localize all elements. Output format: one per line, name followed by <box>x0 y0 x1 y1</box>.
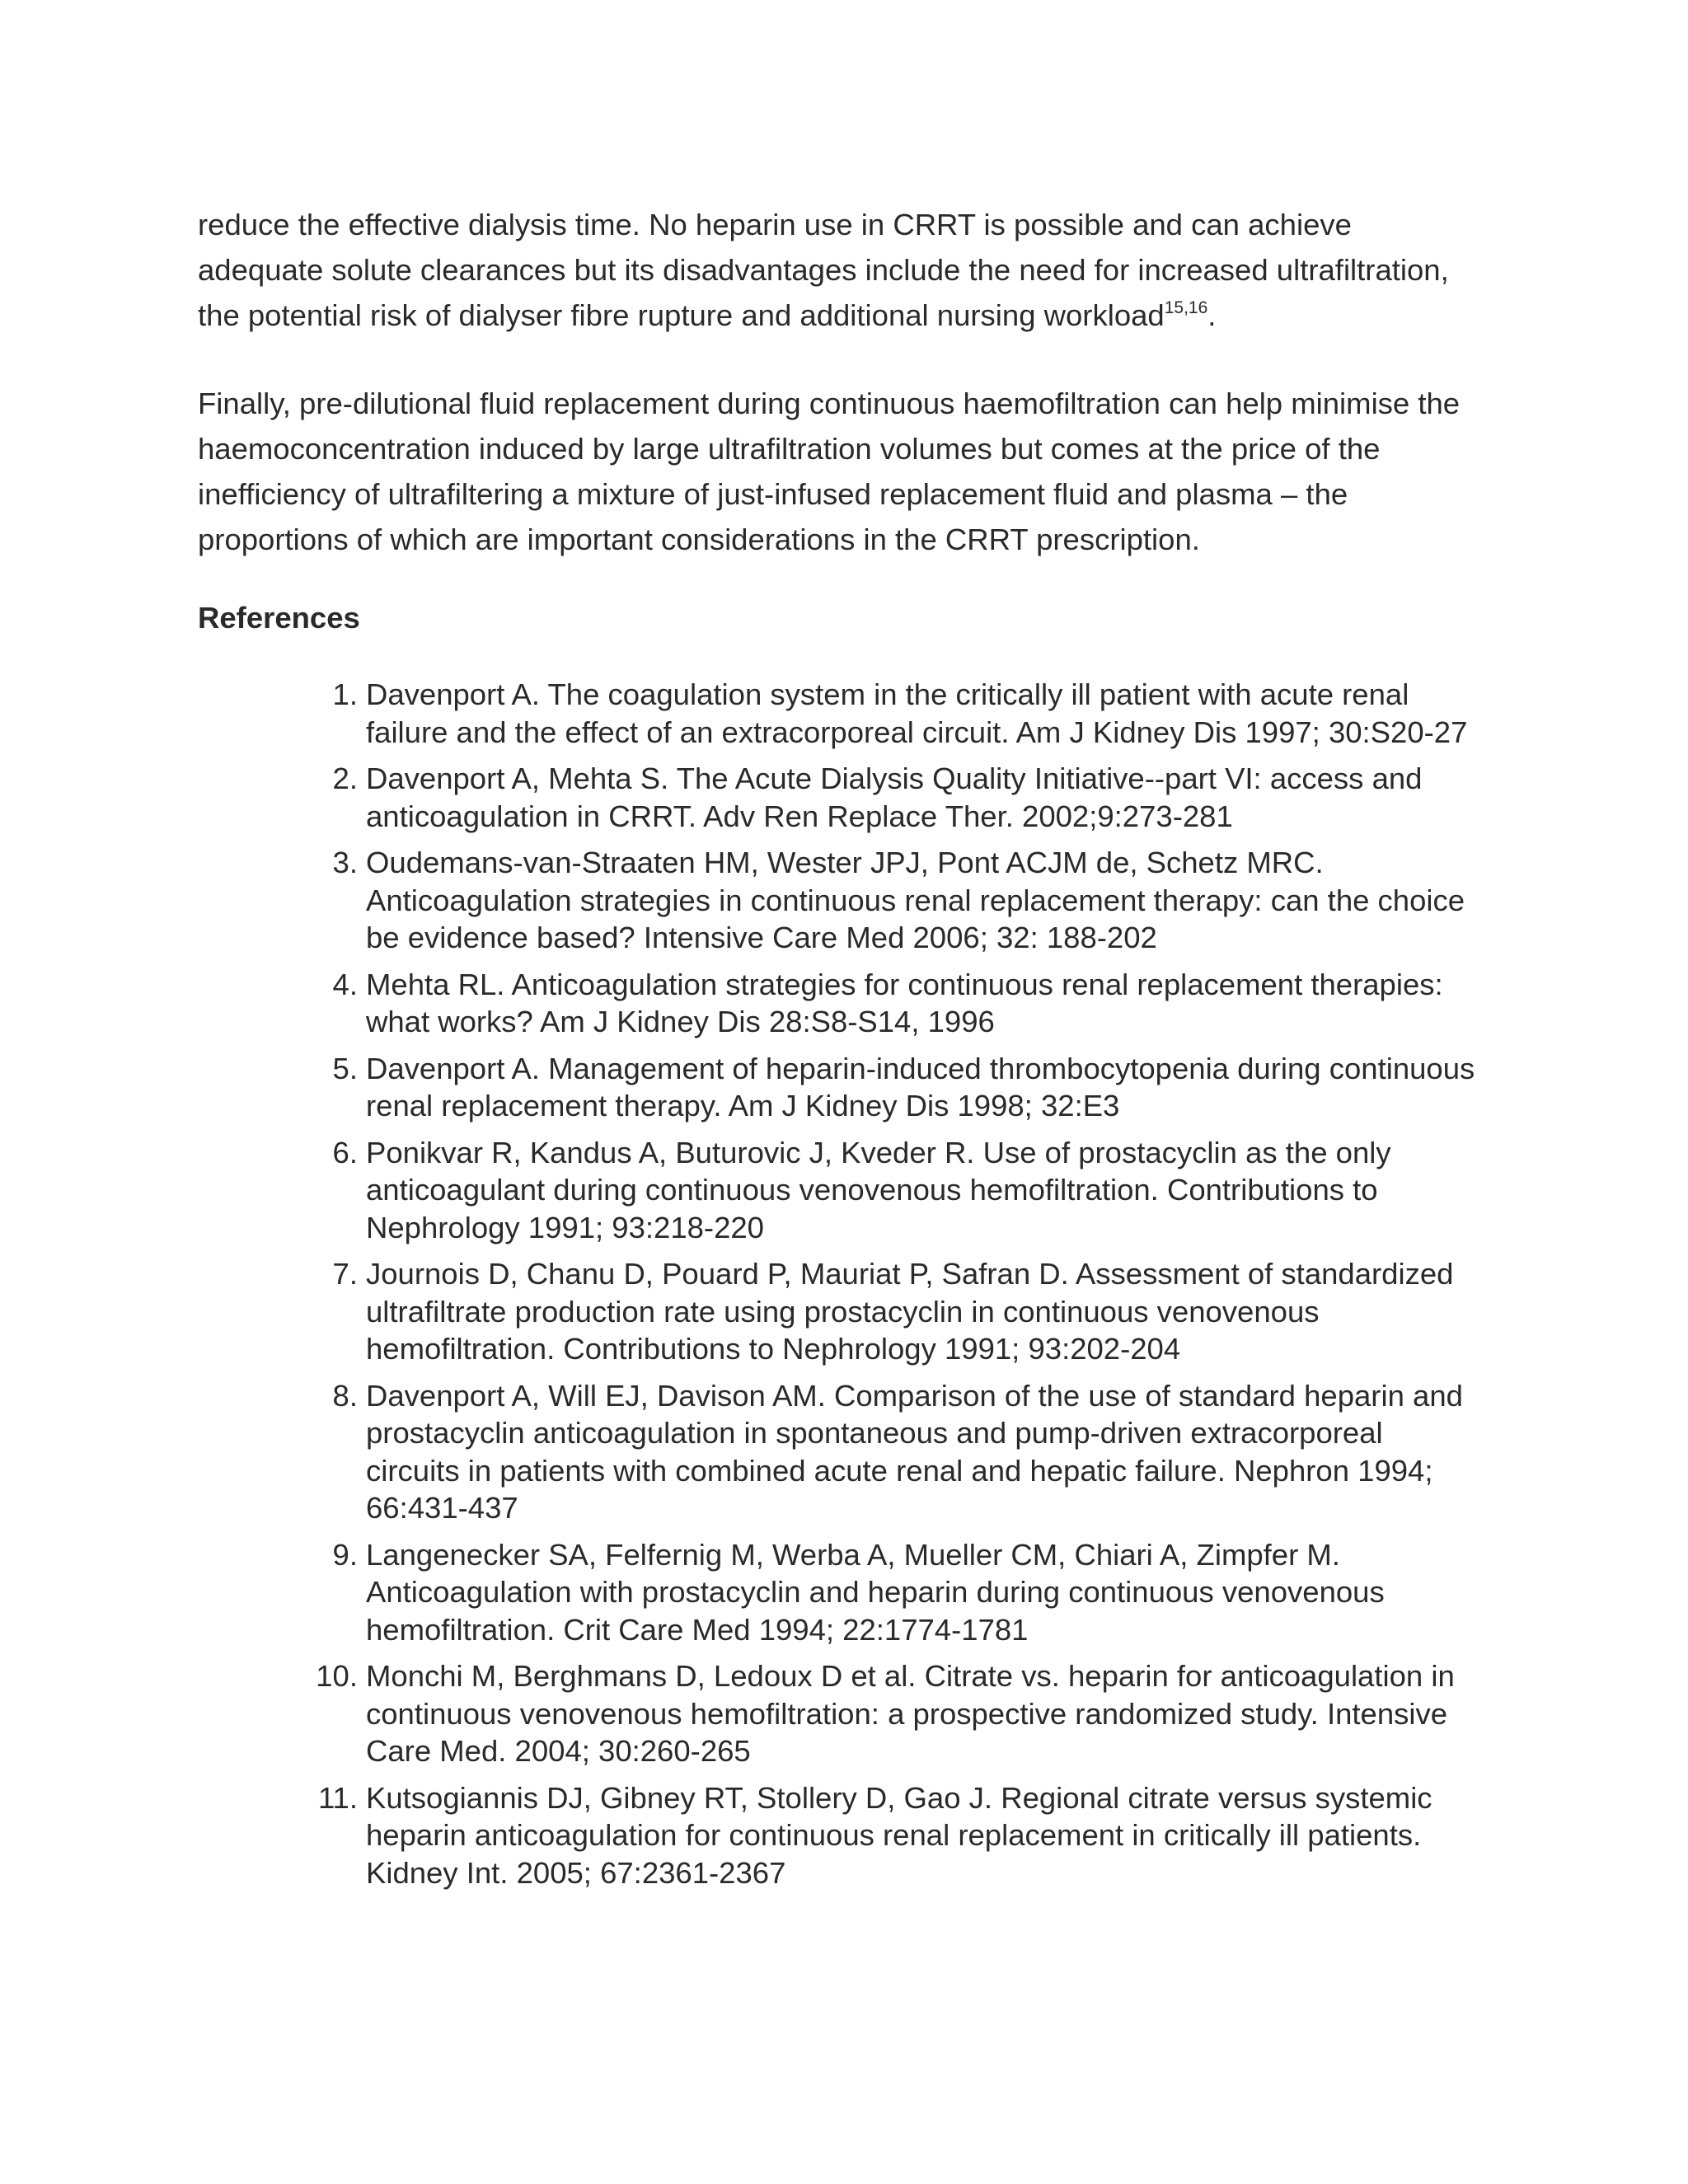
reference-item <box>305 966 1475 1041</box>
reference-item <box>305 844 1475 957</box>
reference-item <box>305 676 1475 751</box>
reference-item <box>305 1779 1475 1892</box>
reference-item <box>305 1657 1475 1770</box>
reference-item <box>305 1377 1475 1527</box>
paragraph-text: Finally, pre-dilutional fluid replacement during continuous haemofiltration can help minimise the haemoconcentration induced by large ultrafiltration volumes but comes at the price of the inefficiency of ultrafiltering a mixture of just-infused replacement fluid and plasma – the proportions of which are important considerations in the CRRT prescription. <box>198 387 1461 556</box>
references-heading: References <box>198 601 360 635</box>
body-paragraph <box>198 381 1484 562</box>
reference-item <box>305 1134 1475 1247</box>
reference-text: Ponikvar R, Kandus A, Buturovic J, Kveder R. Use of prostacyclin as the only anticoagulant during continuous venovenous hemofiltration. Contributions to Nephrology 1991; 93:218-220 <box>366 1135 1391 1244</box>
reference-text: Kutsogiannis DJ, Gibney RT, Stollery D, Gao J. Regional citrate versus systemic heparin anticoagulation for continuous renal replacement in critically ill patients. Kidney Int. 2005; 67:2361-2367 <box>366 1780 1432 1890</box>
reference-text: Mehta RL. Anticoagulation strategies for continuous renal replacement therapies: what works? Am J Kidney Dis 28:S8-S14, 1996 <box>366 967 1443 1038</box>
reference-text: Monchi M, Berghmans D, Ledoux D et al. Citrate vs. heparin for anticoagulation in continuous venovenous hemofiltration: a prospective randomized study. Intensive Care Med. 2004; 30:260-265 <box>366 1659 1455 1768</box>
reference-number: 7. <box>332 1257 358 1291</box>
reference-text: Langenecker SA, Felfernig M, Werba A, Mueller CM, Chiari A, Zimpfer M. Anticoagulation with prostacyclin and heparin during continuous venovenous hemofiltration. Crit Care Med 1994; 22:1774-1781 <box>366 1537 1385 1647</box>
citation-superscript: 15,16 <box>1164 298 1208 317</box>
reference-number: 4. <box>332 967 358 1001</box>
paragraph-text: reduce the effective dialysis time. No heparin use in CRRT is possible and can achieve adequate solute clearances but its disadvantages include the need for increased ultrafiltration, the potential risk of dialyser fibre rupture and additional nursing workload <box>198 208 1449 332</box>
reference-item <box>305 1536 1475 1649</box>
reference-number: 1. <box>332 677 358 711</box>
reference-number: 11. <box>317 1780 358 1815</box>
reference-item <box>305 760 1475 835</box>
body-paragraph <box>198 202 1484 338</box>
reference-number: 10. <box>316 1659 358 1693</box>
reference-number: 9. <box>332 1537 358 1572</box>
reference-text: Davenport A, Will EJ, Davison AM. Comparison of the use of standard heparin and prostacyclin anticoagulation in spontaneous and pump-driven extracorporeal circuits in patients with combined acute renal and hepatic failure. Nephron 1994; 66:431-437 <box>366 1378 1463 1525</box>
reference-text: Davenport A. The coagulation system in the critically ill patient with acute renal failure and the effect of an extracorporeal circuit. Am J Kidney Dis 1997; 30:S20-27 <box>366 677 1468 749</box>
reference-number: 6. <box>332 1135 358 1169</box>
reference-item <box>305 1255 1475 1368</box>
reference-text: Davenport A, Mehta S. The Acute Dialysis Quality Initiative--part VI: access and anticoagulation in CRRT. Adv Ren Replace Ther. 2002;9:273-281 <box>366 762 1423 833</box>
reference-number: 2. <box>332 762 358 795</box>
reference-text: Davenport A. Management of heparin-induced thrombocytopenia during continuous renal replacement therapy. Am J Kidney Dis 1998; 32:E3 <box>366 1051 1475 1122</box>
reference-number: 3. <box>332 846 358 879</box>
reference-number: 8. <box>332 1378 358 1413</box>
reference-text: Oudemans-van-Straaten HM, Wester JPJ, Pont ACJM de, Schetz MRC. Anticoagulation strategies in continuous renal replacement therapy: can the choice be evidence based? Intensive Care Med 2006; 32: 188-202 <box>366 846 1465 954</box>
reference-text: Journois D, Chanu D, Pouard P, Mauriat P, Safran D. Assessment of standardized ultrafiltrate production rate using prostacyclin in continuous venovenous hemofiltration. Contributions to Nephrology 1991; 93:202-204 <box>366 1257 1454 1366</box>
paragraph-tail: . <box>1207 298 1217 332</box>
reference-list <box>305 676 1475 1900</box>
reference-item <box>305 1050 1475 1125</box>
reference-number: 5. <box>332 1051 358 1085</box>
